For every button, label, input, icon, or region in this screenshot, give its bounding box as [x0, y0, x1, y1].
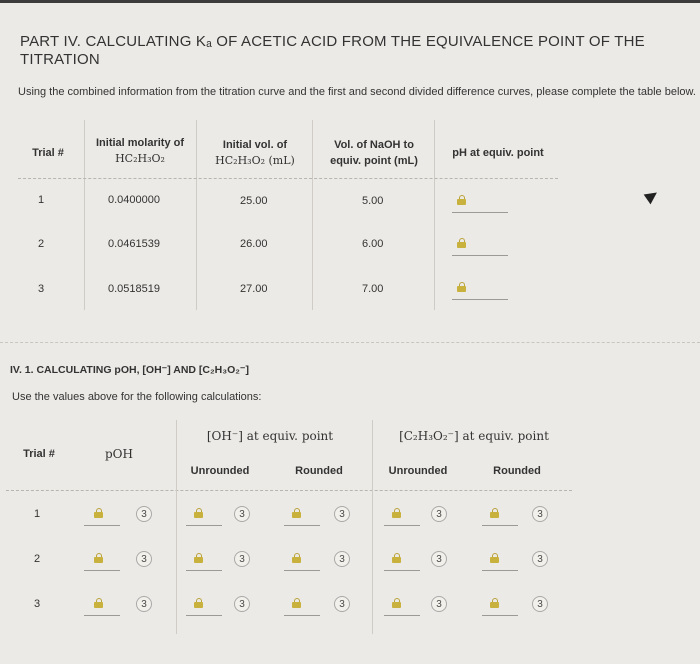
trial-number: 1: [34, 508, 41, 520]
lock-icon: [292, 553, 301, 562]
oh-group-header: [OH⁻] at equiv. point: [206, 429, 334, 443]
molarity-value: 0.0518519: [108, 283, 160, 295]
lock-icon: [392, 598, 401, 607]
sig-fig-badge: 3: [234, 596, 250, 612]
acetate-rounded-field[interactable]: [482, 525, 518, 526]
lock-icon: [194, 598, 203, 607]
sig-fig-badge: 3: [234, 506, 250, 522]
volume-value: 25.00: [240, 195, 268, 207]
volume-header-line2: HC₂H₃O₂ (mL): [215, 154, 295, 167]
column-divider: [434, 120, 435, 310]
header-divider: [6, 490, 572, 491]
acetate-unrounded-field[interactable]: [384, 570, 420, 571]
naoh-volume-value: 7.00: [362, 283, 384, 295]
poh-answer-field[interactable]: [84, 570, 120, 571]
acetate-unrounded-field[interactable]: [384, 525, 420, 526]
lock-icon: [94, 553, 103, 562]
naoh-volume-value: 5.00: [362, 195, 384, 207]
lock-icon: [490, 508, 499, 517]
lock-icon: [392, 508, 401, 517]
molarity-header-line2: HC₂H₃O₂: [115, 152, 165, 165]
trial-number: 2: [34, 553, 41, 565]
lock-icon: [457, 238, 466, 247]
section-instructions: Use the values above for the following calculations:: [12, 391, 262, 403]
sig-fig-badge: 3: [431, 506, 447, 522]
sig-fig-badge: 3: [334, 506, 350, 522]
volume-header: [198, 137, 312, 169]
lock-icon: [292, 598, 301, 607]
trial-number: 3: [38, 283, 45, 295]
volume-header-line1: Initial vol. of: [222, 139, 288, 151]
acetate-rounded-field[interactable]: [482, 615, 518, 616]
lock-icon: [194, 553, 203, 562]
ph-answer-field[interactable]: [452, 255, 508, 256]
molarity-header-line1: Initial molarity of: [95, 137, 184, 149]
sig-fig-badge: 3: [334, 551, 350, 567]
oh-unrounded-field[interactable]: [186, 615, 222, 616]
trial-number: 1: [38, 194, 45, 206]
lock-icon: [194, 508, 203, 517]
sig-fig-badge: 3: [532, 551, 548, 567]
ph-header: pH at equiv. point: [452, 147, 544, 159]
lock-icon: [490, 598, 499, 607]
lock-icon: [392, 553, 401, 562]
top-border: [0, 0, 700, 3]
trial-number: 2: [38, 238, 45, 250]
column-divider: [196, 120, 197, 310]
acetate-rounded-field[interactable]: [482, 570, 518, 571]
lock-icon: [457, 195, 466, 204]
poh-answer-field[interactable]: [84, 615, 120, 616]
trial-number: 3: [34, 598, 41, 610]
sig-fig-badge: 3: [532, 506, 548, 522]
poh-header: pOH: [105, 447, 133, 461]
sig-fig-badge: 3: [431, 551, 447, 567]
volume-value: 27.00: [240, 283, 268, 295]
sig-fig-badge: 3: [234, 551, 250, 567]
molarity-value: 0.0461539: [108, 238, 160, 250]
sig-fig-badge: 3: [334, 596, 350, 612]
sig-fig-badge: 3: [136, 506, 152, 522]
lock-icon: [457, 282, 466, 291]
naoh-header: [314, 137, 434, 169]
section-heading: IV. 1. CALCULATING pOH, [OH⁻] AND [C₂H₃O₂⁻]: [10, 364, 249, 376]
naoh-header-line2: equiv. point (mL): [330, 155, 418, 167]
trial-header: Trial #: [32, 147, 64, 159]
lock-icon: [490, 553, 499, 562]
naoh-header-line1: Vol. of NaOH to: [334, 139, 414, 151]
section-divider: [0, 342, 700, 343]
sig-fig-badge: 3: [136, 596, 152, 612]
volume-value: 26.00: [240, 238, 268, 250]
page-title: PART IV. CALCULATING Kₐ OF ACETIC ACID FROM THE EQUIVALENCE POINT OF THE TITRATION: [20, 33, 645, 68]
oh-unrounded-field[interactable]: [186, 525, 222, 526]
oh-unrounded-field[interactable]: [186, 570, 222, 571]
lock-icon: [94, 508, 103, 517]
molarity-header: [84, 135, 196, 167]
trial-header: Trial #: [23, 448, 55, 460]
mouse-pointer-icon: [644, 188, 661, 205]
acetate-unrounded-field[interactable]: [384, 615, 420, 616]
header-divider: [18, 178, 558, 179]
acetate-rounded-header: Rounded: [493, 465, 541, 477]
lock-icon: [292, 508, 301, 517]
ph-answer-field[interactable]: [452, 299, 508, 300]
instructions: Using the combined information from the titration curve and the first and second divided difference curves, please complete the table below.: [18, 86, 696, 98]
column-divider: [372, 420, 373, 634]
sig-fig-badge: 3: [136, 551, 152, 567]
sig-fig-badge: 3: [532, 596, 548, 612]
oh-rounded-header: Rounded: [295, 465, 343, 477]
oh-rounded-field[interactable]: [284, 570, 320, 571]
oh-rounded-field[interactable]: [284, 525, 320, 526]
molarity-value: 0.0400000: [108, 194, 160, 206]
acetate-group-header: [C₂H₃O₂⁻] at equiv. point: [399, 429, 549, 443]
ph-answer-field[interactable]: [452, 212, 508, 213]
column-divider: [176, 420, 177, 634]
acetate-unrounded-header: Unrounded: [388, 465, 448, 477]
sig-fig-badge: 3: [431, 596, 447, 612]
column-divider: [312, 120, 313, 310]
oh-unrounded-header: Unrounded: [190, 465, 250, 477]
lock-icon: [94, 598, 103, 607]
poh-answer-field[interactable]: [84, 525, 120, 526]
naoh-volume-value: 6.00: [362, 238, 384, 250]
oh-rounded-field[interactable]: [284, 615, 320, 616]
